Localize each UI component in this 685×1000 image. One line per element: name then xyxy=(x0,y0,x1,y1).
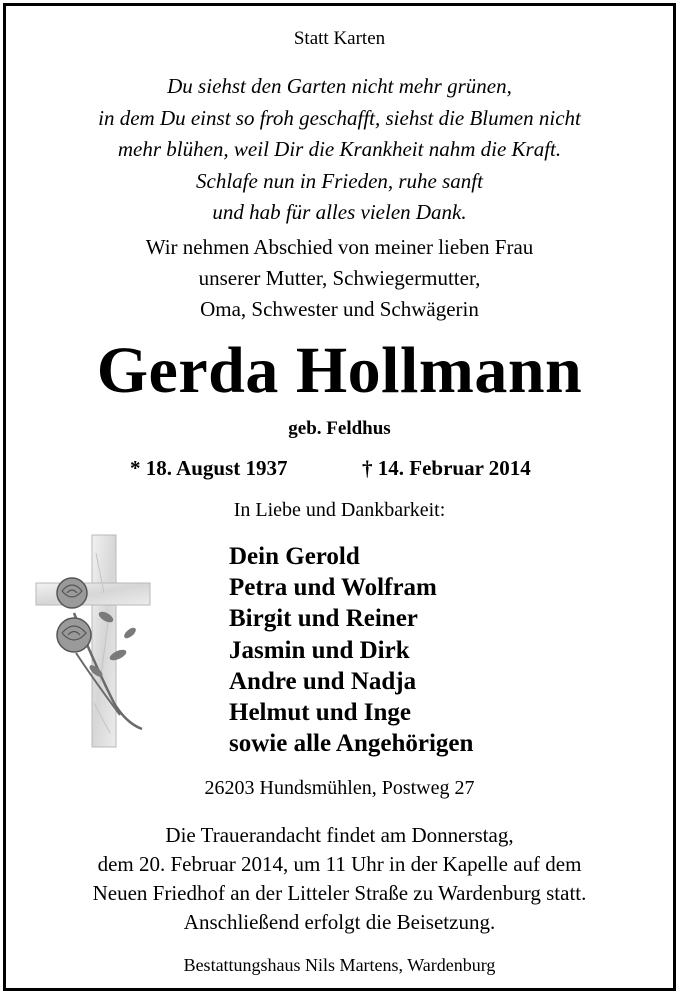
intro-line: Wir nehmen Abschied von meiner lieben Frau xyxy=(145,235,534,259)
poem-line: Du siehst den Garten nicht mehr grünen, xyxy=(167,74,512,98)
poem-line: in dem Du einst so froh geschafft, siehst die Blumen nicht xyxy=(98,105,581,130)
intro-line: Oma, Schwester und Schwägerin xyxy=(200,297,479,321)
mourner-name: Andre und Nadja xyxy=(229,667,417,695)
poem xyxy=(0,71,679,229)
service-line: Anschließend erfolgt die Beisetzung. xyxy=(183,910,496,934)
poem-line: Schlafe nun in Frieden, ruhe sanft xyxy=(196,168,483,193)
service-line: Neuen Friedhof an der Litteler Straße zu Wardenburg statt. xyxy=(92,881,587,905)
service-line: dem 20. Februar 2014, um 11 Uhr in der Kapelle auf dem xyxy=(97,852,582,876)
mourner-name: Jasmin und Dirk xyxy=(229,636,410,664)
birth-date: * 18. August 1937 xyxy=(130,456,288,480)
birth-name: geb. Feldhus xyxy=(288,418,391,439)
mourners-list xyxy=(229,541,473,759)
death-date: † 14. Februar 2014 xyxy=(362,456,531,480)
service-line: Die Trauerandacht findet am Donnerstag, xyxy=(165,823,514,847)
mourner-name: sowie alle Angehörigen xyxy=(229,730,474,758)
intro xyxy=(0,232,679,325)
deceased-name: Gerda Hollmann xyxy=(96,334,583,407)
address: 26203 Hundsmühlen, Postweg 27 xyxy=(204,777,475,799)
mourner-name: Helmut und Inge xyxy=(229,699,411,727)
header-text: Statt Karten xyxy=(293,28,386,49)
mourner-name: Dein Gerold xyxy=(229,543,360,570)
cross-with-roses-icon xyxy=(34,533,152,749)
funeral-home: Bestattungshaus Nils Martens, Wardenburg xyxy=(183,955,496,975)
poem-line: mehr blühen, weil Dir die Krankheit nahm die Kraft. xyxy=(117,137,562,161)
poem-line: und hab für alles vielen Dank. xyxy=(212,200,467,224)
service-info xyxy=(0,821,679,937)
intro-line: unserer Mutter, Schwiegermutter, xyxy=(198,266,481,290)
mourner-name: Birgit und Reiner xyxy=(229,605,418,633)
gratitude-line: In Liebe und Dankbarkeit: xyxy=(233,499,446,521)
mourner-name: Petra und Wolfram xyxy=(229,574,437,602)
